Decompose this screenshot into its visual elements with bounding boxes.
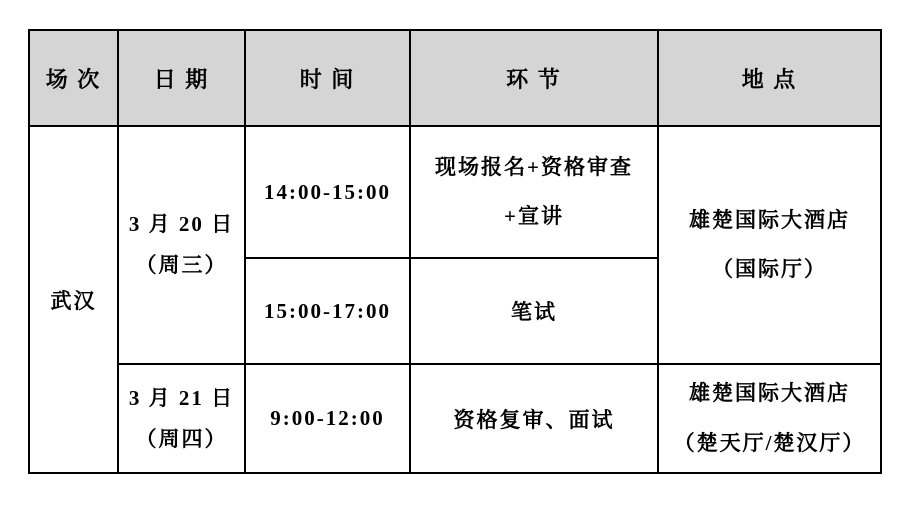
header-stage: 环 节 (410, 30, 658, 126)
venue-line-1: 雄楚国际大酒店 (689, 207, 850, 232)
cell-session-wuhan: 武汉 (29, 126, 118, 473)
stage-line-1: 现场报名+资格审查 (435, 154, 633, 179)
table-row (29, 126, 881, 258)
cell-date-mar20 (118, 126, 245, 364)
venue-line-1: 雄楚国际大酒店 (689, 381, 850, 406)
cell-time-row1: 14:00-15:00 (245, 126, 410, 258)
table-header-row (29, 30, 881, 126)
venue-line-2: （楚天厅/楚汉厅） (673, 430, 866, 455)
header-time: 时 间 (245, 30, 410, 126)
cell-stage-row1 (410, 126, 658, 258)
schedule-table (28, 29, 882, 474)
cell-venue-rows12 (658, 126, 881, 364)
cell-stage-row3: 资格复审、面试 (410, 364, 658, 473)
venue-line-2: （国际厅） (712, 257, 827, 281)
header-session: 场 次 (29, 30, 118, 126)
date-line-1: 3 月 20 日 (128, 212, 235, 237)
date-line-2: （周四） (135, 426, 228, 451)
date-line-2: （周三） (135, 253, 228, 277)
table-row (29, 364, 881, 473)
header-date: 日 期 (118, 30, 245, 126)
cell-stage-row2: 笔试 (410, 258, 658, 364)
cell-date-mar21 (118, 364, 245, 473)
cell-time-row3: 9:00-12:00 (245, 364, 410, 473)
header-venue: 地 点 (658, 30, 881, 126)
stage-line-2: +宣讲 (504, 204, 564, 228)
cell-time-row2: 15:00-17:00 (245, 258, 410, 364)
cell-venue-row3 (658, 364, 881, 473)
date-line-1: 3 月 21 日 (128, 385, 235, 410)
